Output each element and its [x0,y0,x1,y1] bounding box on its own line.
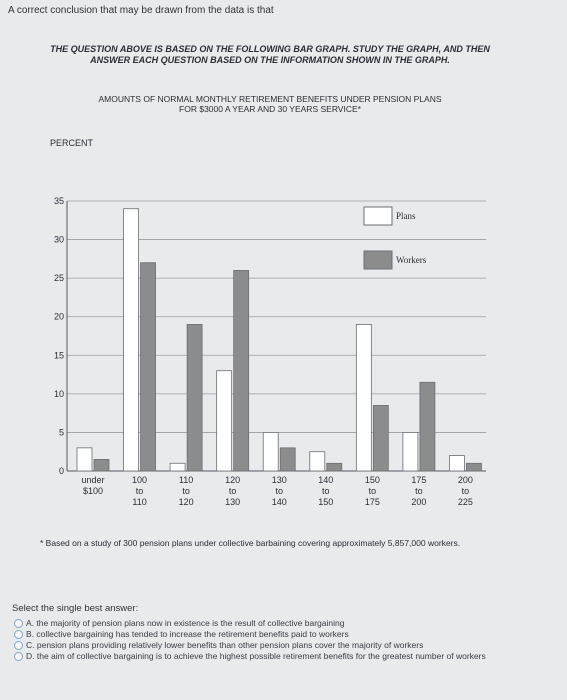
radio-icon[interactable] [14,641,23,650]
chart-footnote: * Based on a study of 300 pension plans under collective barbaining covering approximately 5,857,000 workers. [40,538,461,548]
radio-icon[interactable] [14,630,23,639]
x-tick-label: 150 [318,497,334,507]
bar-workers [327,463,342,471]
y-tick-label: 25 [53,273,64,284]
bar-workers [373,405,388,471]
y-axis-label: PERCENT [50,138,94,148]
chart-title: AMOUNTS OF NORMAL MONTHLY RETIREMENT BENEFITS UNDER PENSION PLANS FOR $3000 A YEAR AND 30 YEARS SERVICE* [98,94,442,114]
x-tick-label: 200 [457,475,473,485]
x-tick-label: to [461,486,470,496]
x-tick-label: to [415,486,423,496]
bar-workers [280,448,295,471]
bar-workers [420,382,435,471]
bar-plans [124,209,139,471]
y-tick-label: 30 [53,234,64,245]
bar-plans [170,463,185,471]
bar-workers [466,463,481,471]
bar-workers [234,270,249,471]
legend-label: Workers [396,255,427,265]
y-tick-label: 0 [58,466,64,476]
y-tick-label: 20 [53,311,64,322]
x-tick-label: 175 [364,497,380,507]
y-tick-label: 10 [53,388,64,399]
answer-option-label: A. the majority of pension plans now in existence is the result of collective bargaining [26,618,345,628]
question-prompt: A correct conclusion that may be drawn from the data is that [8,5,274,16]
answer-option-d[interactable] [14,651,559,661]
x-tick-label: 175 [411,475,427,485]
answer-option-label: B. collective bargaining has tended to increase the retirement benefits paid to workers [26,629,349,639]
graph-instructions: THE QUESTION ABOVE IS BASED ON THE FOLLOWING BAR GRAPH. STUDY THE GRAPH, AND THEN ANSWER EACH QUESTION BASED ON THE INFORMATION SHOWN IN THE GRAPH. [50,44,490,65]
x-tick-label: to [228,486,237,496]
x-tick-label: to [275,486,283,496]
x-tick-label: under [81,475,105,485]
x-tick-label: 140 [318,475,334,485]
bar-workers [141,263,156,471]
legend-label: Plans [396,211,416,221]
x-tick-label: to [135,486,144,496]
bar-plans [310,452,325,471]
answer-option-b[interactable] [14,629,559,639]
bar-plans [263,432,278,471]
legend-swatch-plans [364,207,392,225]
radio-icon[interactable] [14,619,23,628]
answer-option-label: C. pension plans providing relatively lower benefits than other pension plans cover the majority of workers [26,640,424,650]
radio-icon[interactable] [14,652,23,661]
x-tick-label: to [322,486,330,496]
x-tick-label: 110 [178,475,194,485]
x-tick-label: to [182,486,190,496]
bar-workers [94,459,109,471]
legend-swatch-workers [364,251,392,269]
x-tick-label: 140 [271,497,287,507]
bar-plans [449,456,464,471]
x-tick-label: 110 [132,497,147,507]
y-tick-label: 15 [53,350,64,361]
x-tick-label: $100 [82,486,104,496]
x-tick-label: 200 [411,497,427,507]
bar-plans [403,432,418,471]
x-tick-label: 100 [132,475,148,485]
x-tick-label: 120 [178,497,194,507]
x-tick-label: 130 [225,497,241,507]
x-tick-label: 225 [457,497,473,507]
y-tick-label: 35 [53,196,64,206]
y-tick-label: 5 [58,427,64,438]
bar-plans [356,324,371,471]
x-tick-label: 120 [225,475,241,485]
bar-workers [187,324,202,471]
answer-option-a[interactable] [14,618,559,628]
bar-plans [217,371,232,471]
select-answer-label: Select the single best answer: [12,603,139,614]
answer-option-c[interactable] [14,640,559,650]
bar-plans [77,448,92,471]
x-tick-label: 150 [364,475,380,485]
x-tick-label: to [368,486,377,496]
x-tick-label: 130 [271,475,287,485]
answer-options [14,618,559,662]
answer-option-label: D. the aim of collective bargaining is to achieve the highest possible retirement benefits for the greatest number of workers [26,651,486,661]
